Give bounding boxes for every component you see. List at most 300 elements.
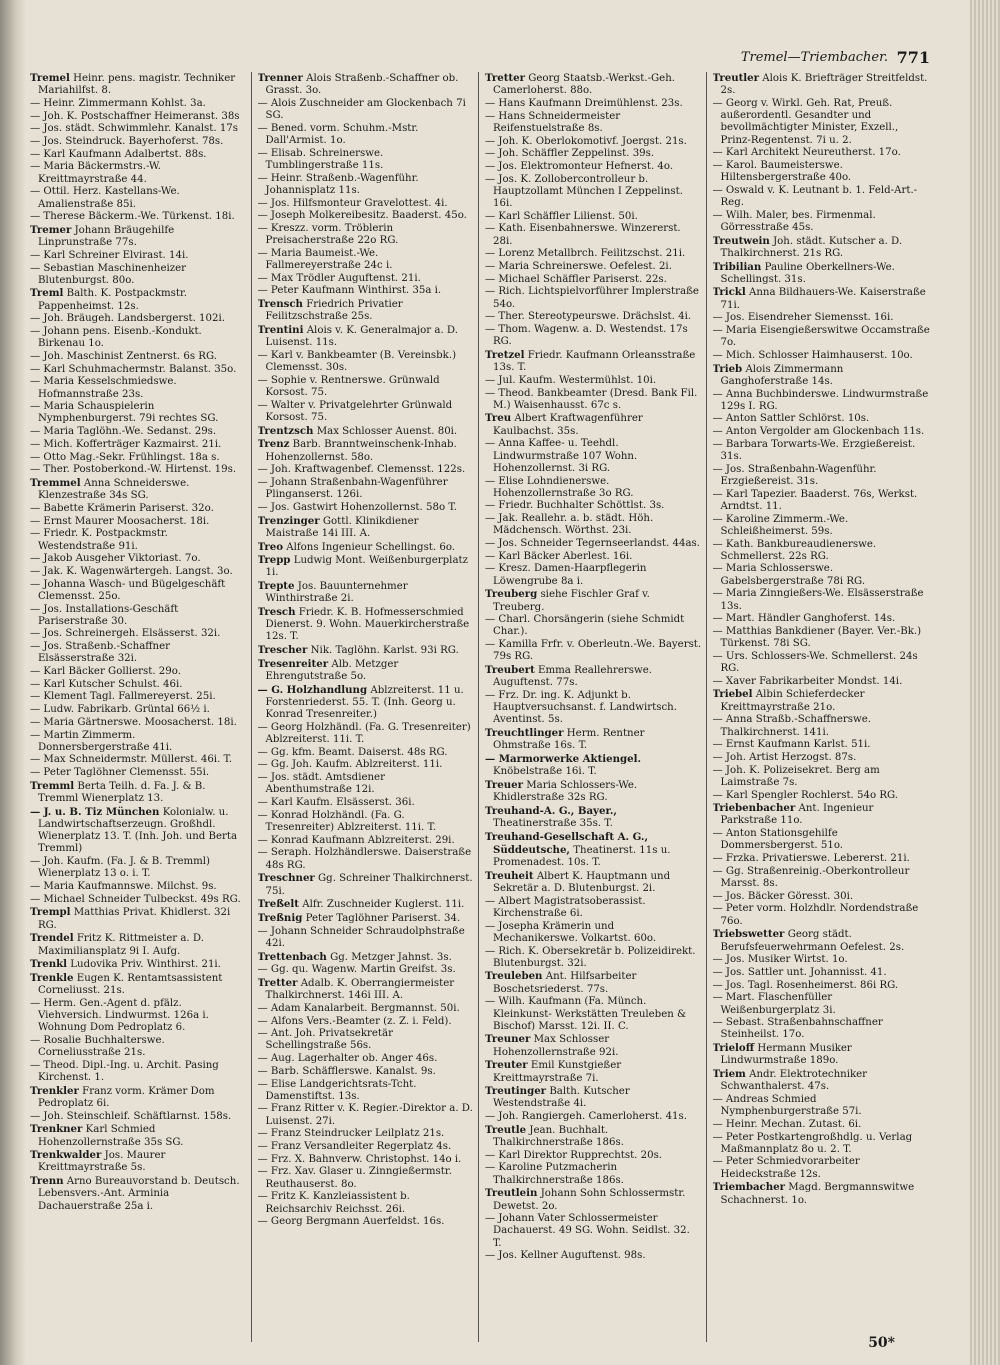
- directory-entry: [30, 767, 247, 779]
- entry-details: — Mart. Flaschenfüller Weißenburgerplatz 3i.: [712, 992, 836, 1016]
- directory-entry: [258, 273, 475, 285]
- directory-entry: [30, 730, 247, 754]
- entry-details: Maria Schlossers-We. Khidlerstraße 32s RG.: [493, 779, 638, 804]
- entry-details: Knöbelstraße 16i. T.: [493, 766, 597, 778]
- directory-entry: [713, 1181, 931, 1206]
- directory-entry: [258, 835, 475, 847]
- entry-surname: Treutler: [712, 72, 760, 84]
- entry-surname: Tretzel: [485, 348, 525, 361]
- entry-details: Hermann Musiker Lindwurmstraße 189o.: [720, 1043, 852, 1067]
- entry-details: — Friedr. K. Postpackmstr. Westendstraße 91i.: [30, 528, 168, 552]
- directory-entry: [485, 211, 702, 223]
- entry-details: — Ther. Postoberkond.-W. Hirtenst. 19s.: [30, 464, 237, 476]
- entry-details: — Charl. Chorsängerin (siehe Schmidt Char.).: [485, 614, 685, 638]
- directory-entry: [30, 1035, 247, 1059]
- entry-details: — Franz Ritter v. K. Regier.-Direktor a. D. Luisenst. 27i.: [257, 1103, 473, 1127]
- entry-surname: Treuer: [485, 778, 523, 791]
- entry-details: — Josepha Krämerin und Mechanikerswe. Volkartst. 60o.: [485, 920, 657, 944]
- entry-details: — Albert Magistratsoberassist. Kirchenstraße 6i.: [485, 895, 646, 919]
- directory-entry: [30, 351, 247, 363]
- directory-entry: [258, 606, 475, 644]
- entry-details: Alfons Ingenieur Schellingst. 6o.: [286, 541, 456, 553]
- entry-details: — Babette Krämerin Pariserst. 32o.: [30, 502, 214, 514]
- directory-entry: [713, 464, 931, 488]
- entry-details: — Thom. Wagenw. a. D. Westendst. 17s RG.: [485, 324, 688, 348]
- entry-details: — Sebast. Straßenbahnschaffner Steinheilst. 17o.: [712, 1017, 883, 1041]
- entry-surname: Treml: [30, 287, 64, 300]
- entry-details: Theatinerst. 11s u. Promenadest. 10s. T.: [493, 844, 671, 869]
- directory-entry: [258, 722, 475, 746]
- directory-entry: [258, 123, 475, 147]
- directory-entry: [30, 628, 247, 640]
- directory-entry: [30, 754, 247, 766]
- entry-details: — Karl Architekt Neureutherst. 17o.: [712, 147, 901, 159]
- entry-details: — Karl Kutscher Schulst. 46i.: [30, 678, 183, 690]
- entry-details: — Kamilla Frfr. v. Oberleutn.-We. Bayerst. 79s RG.: [485, 639, 702, 663]
- directory-entry: [30, 894, 247, 906]
- entry-details: siehe Fischler Graf v. Treuberg.: [493, 589, 650, 613]
- entry-details: Emma Reallehrerswe. Auguftenst. 77s.: [493, 665, 652, 689]
- directory-entry: [713, 992, 931, 1016]
- entry-details: — Jak. Reallehr. a. b. städt. Höh. Mädchensch. Wörthst. 23i.: [485, 513, 654, 537]
- directory-entry: [713, 676, 931, 688]
- directory-entry: [713, 185, 931, 209]
- directory-entry: [30, 579, 247, 603]
- entry-details: Gottl. Klinikdiener Maistraße 14i III. A.: [265, 515, 419, 539]
- entry-details: — Franz Steindrucker Leilplatz 21s.: [257, 1128, 445, 1140]
- directory-entry: [30, 780, 247, 805]
- directory-entry: [258, 926, 475, 950]
- entry-details: Jos. Maurer Kreittmayrstraße 5s.: [38, 1150, 166, 1174]
- entry-details: Albert Kraftwagenführer Kaulbachst. 35s.: [493, 413, 643, 437]
- entry-details: Matthias Privat. Khidlerst. 32i RG.: [38, 907, 231, 931]
- directory-entry: [30, 528, 247, 552]
- directory-entry: [485, 1124, 702, 1149]
- directory-entry: [713, 413, 931, 425]
- directory-entry: [30, 364, 247, 376]
- entry-details: — Georg Bergmann Auerfeldst. 16s.: [257, 1216, 445, 1228]
- entry-details: — Joh. Bräugeh. Landsbergerst. 102i.: [30, 313, 225, 325]
- entry-details: Peter Taglöhner Pariserst. 34.: [305, 912, 461, 924]
- entry-details: Heinr. pens. magistr. Techniker Mariahilfst. 8.: [38, 73, 236, 97]
- directory-entry: [258, 98, 475, 122]
- directory-entry: [30, 704, 247, 716]
- entry-surname: Trempl: [30, 906, 71, 919]
- entry-details: — Wilh. Kaufmann (Fa. Münch. Kleinkunst- Werkstätten Treuleben & Bischof) Marsst. 12i. II. C.: [485, 996, 687, 1032]
- entry-details: — Maria Eisengießerswitwe Occamstraße 7o.: [712, 325, 930, 349]
- entry-details: — Peter Taglöhner Clemensst. 55i.: [30, 767, 210, 779]
- directory-entry: [485, 1059, 702, 1084]
- directory-entry: [258, 198, 475, 210]
- directory-entry: [713, 790, 931, 802]
- entry-details: — Rosalie Buchhalterswe. Corneliusstraße 21s.: [30, 1034, 165, 1059]
- directory-entry: [258, 425, 475, 438]
- entry-details: — Karl Schuhmachermstr. Balanst. 35o.: [30, 363, 237, 375]
- entry-details: Johann Bräugehilfe Linprunstraße 77s.: [38, 224, 175, 249]
- directory-entry: [485, 563, 702, 587]
- entry-details: — Karoline Zimmerm.-We. Schleißheimerst. 59s.: [712, 513, 849, 537]
- entry-details: — Jos. Steindruck. Bayerhoferst. 78s.: [30, 136, 224, 148]
- entry-surname: Treu: [485, 412, 512, 425]
- entry-details: — Xaver Fabrikarbeiter Mondst. 14i.: [712, 675, 903, 687]
- entry-surname: Tretter: [257, 976, 298, 989]
- directory-entry: [30, 1111, 247, 1123]
- directory-entry: [258, 977, 475, 1002]
- directory-entry: [30, 932, 247, 957]
- directory-entry: [30, 958, 247, 971]
- directory-entry: [485, 753, 702, 778]
- entry-details: Alois Zimmermann Ganghoferstraße 14s.: [720, 363, 844, 387]
- entry-surname: Trentini: [257, 324, 304, 337]
- directory-entry: [258, 1053, 475, 1065]
- entry-surname: Trettenbach: [257, 950, 327, 963]
- entry-details: — Ther. Stereotypeurswe. Drächslst. 4i.: [485, 311, 692, 323]
- directory-entry: [713, 802, 931, 827]
- entry-details: — Heinr. Straßenb.-Wagenführ. Johannisplatz 11s.: [257, 172, 419, 196]
- entry-surname: Treschner: [257, 872, 315, 885]
- directory-entry: [258, 298, 475, 323]
- directory-entry: [258, 375, 475, 399]
- directory-entry: [30, 464, 247, 476]
- directory-entry: [485, 72, 702, 97]
- directory-entry: [30, 1085, 247, 1110]
- entry-details: — Joseph Molkereibesitz. Baaderst. 45o.: [257, 210, 467, 222]
- directory-entry: [713, 235, 931, 260]
- directory-entry: [485, 664, 702, 689]
- entry-surname: Treuheit: [485, 869, 534, 882]
- entry-details: — Joh. Artist Herzogst. 87s.: [712, 751, 857, 763]
- entry-surname: Treutle: [485, 1123, 527, 1136]
- entry-details: — Seraph. Holzhändlerswe. Daiserstraße 48s RG.: [257, 847, 472, 871]
- entry-surname: Trepp: [257, 554, 291, 567]
- entry-details: — Maria Zinngießers-We. Elsässerstraße 13s.: [712, 588, 924, 612]
- entry-details: — Joh. K. Polizeisekret. Berg am Laimstraße 7s.: [712, 764, 880, 788]
- entry-details: — Anton Sattler Schlörst. 10s.: [712, 413, 870, 425]
- entry-details: — Walter v. Privatgelehrter Grünwald Korsost. 75.: [257, 399, 453, 423]
- entry-surname: Tresch: [257, 606, 296, 619]
- entry-details: — Gg. kfm. Beamt. Daiserst. 48s RG.: [257, 746, 448, 758]
- directory-entry: [258, 1154, 475, 1166]
- entry-details: Fritz K. Rittmeister a. D. Maximiliansplatz 9i I. Aufg.: [38, 933, 204, 957]
- directory-entry: [258, 1191, 475, 1215]
- directory-entry: [713, 765, 931, 789]
- directory-entry: [258, 772, 475, 796]
- entry-details: Friedr. Kaufmann Orleansstraße 13s. T.: [493, 349, 696, 374]
- entry-details: — Johann pens. Eisenb.-Kondukt. Birkenau 1o.: [30, 326, 202, 350]
- directory-entry: [713, 1042, 931, 1067]
- directory-entry: [485, 1250, 702, 1262]
- directory-entry: [485, 161, 702, 173]
- entry-details: — Ernst Kaufmann Karlst. 51i.: [712, 739, 871, 751]
- entry-surname: Treo: [257, 540, 283, 553]
- directory-entry: [30, 641, 247, 665]
- directory-entry: [713, 928, 931, 953]
- directory-entry: [30, 224, 247, 249]
- entry-details: Andr. Elektrotechniker Schwanthalerst. 47s.: [720, 1069, 868, 1093]
- directory-entry: [30, 250, 247, 262]
- entry-details: Albin Schieferdecker Kreittmayrstraße 21o.: [720, 689, 865, 713]
- entry-surname: Tremel: [30, 72, 70, 84]
- directory-entry: [258, 964, 475, 976]
- entry-surname: Trieb: [712, 362, 743, 375]
- directory-entry: [30, 123, 247, 135]
- entry-surname: Triebel: [712, 688, 753, 701]
- entry-details: Max Schlosser Auenst. 80i.: [316, 425, 458, 437]
- directory-entry: [258, 223, 475, 247]
- entry-details: Kolonialw. u. Landwirtschaftserzeugn. Großhdl. Wienerplatz 13. T. (Inh. Joh. und Berta Tremml): [38, 806, 238, 855]
- directory-entry: [713, 828, 931, 852]
- entry-details: Arno Bureauvorstand b. Deutsch. Lebensvers.-Ant. Arminia Dachauerstraße 25a i.: [38, 1176, 240, 1212]
- entry-details: — Peter Postkartengroßhdlg. u. Verlag Maßmannplatz 8o u. 2. T.: [712, 1131, 913, 1155]
- entry-details: — Karl Bäcker Aberlest. 16i.: [485, 550, 633, 562]
- entry-details: — Therese Bäckerm.-We. Türkenst. 18i.: [30, 211, 235, 223]
- entry-details: Anna Schneiderswe. Klenzestraße 34s SG.: [38, 478, 190, 502]
- entry-details: — Jos. Kellner Auguftenst. 98s.: [485, 1250, 646, 1262]
- entry-details: — Anna Straßb.-Schaffnerswe. Thalkirchnerst. 141i.: [712, 714, 871, 738]
- directory-entry: [30, 186, 247, 210]
- entry-surname: Tremmel: [30, 477, 81, 489]
- directory-entry: [485, 779, 702, 804]
- directory-entry: [713, 1119, 931, 1131]
- directory-entry: [258, 173, 475, 197]
- entry-details: — Karl v. Bankbeamter (B. Vereinsbk.) Clemensst. 30s.: [257, 349, 457, 374]
- entry-details: — Alfons Vers.-Beamter (z. Z. i. Feld).: [257, 1015, 452, 1027]
- entry-details: — Joh. Maschinist Zentnerst. 6s RG.: [30, 350, 217, 362]
- entry-surname: Trieloff: [712, 1042, 755, 1055]
- entry-details: — Jos. Elektromonteur Hefnerst. 4o.: [485, 160, 674, 172]
- directory-entry: [713, 1068, 931, 1093]
- entry-details: — Bened. vorm. Schuhm.-Mstr. Dall'Armist. 1o.: [257, 122, 419, 147]
- directory-entry: [258, 72, 475, 97]
- entry-details: — Maria Baumeist.-We. Fallmereyerstraße 24c i.: [257, 247, 393, 272]
- entry-details: Friedrich Privatier Feilitzschstraße 25s.: [265, 299, 403, 323]
- entry-details: — Mart. Händler Ganghoferst. 14s.: [712, 613, 896, 625]
- entry-details: — Karl Spengler Rochlerst. 54o RG.: [712, 789, 899, 801]
- entry-details: Gg. Schreiner Thalkirchnerst. 75i.: [265, 873, 473, 897]
- entry-details: — Maria Kaufmannswe. Milchst. 9s.: [30, 881, 217, 892]
- entry-surname: Treuhand-Gesellschaft A. G., Süddeutsche,: [485, 830, 649, 856]
- entry-details: — Joh. K. Oberlokomotivf. Joergst. 21s.: [485, 135, 687, 147]
- directory-entry: [485, 805, 702, 830]
- directory-entry: [258, 1141, 475, 1153]
- directory-entry: [713, 588, 931, 612]
- directory-entry: [485, 614, 702, 638]
- directory-entry: [713, 714, 931, 738]
- entry-details: — Michael Schneider Tulbeckst. 49s RG.: [30, 893, 241, 905]
- directory-entry: [713, 651, 931, 675]
- directory-entry: [258, 1079, 475, 1103]
- entry-details: — Karl Schäffler Lilienst. 50i.: [485, 210, 638, 222]
- entry-details: — Anton Vergolder am Glockenbach 11s.: [712, 426, 925, 438]
- directory-entry: [485, 1213, 702, 1250]
- directory-entry: [258, 658, 475, 683]
- directory-entry: [713, 613, 931, 625]
- entry-details: — Jos. Straßenb.-Schaffner Elsässerstraße 32i.: [30, 641, 170, 665]
- directory-entry: [485, 111, 702, 135]
- directory-entry: [485, 438, 702, 475]
- directory-entry: [485, 727, 702, 752]
- directory-entry: [713, 312, 931, 324]
- directory-entry: [258, 464, 475, 476]
- directory-entry: [30, 972, 247, 997]
- directory-entry: [485, 476, 702, 500]
- entry-surname: Treubert: [485, 664, 535, 677]
- directory-entry: [485, 538, 702, 550]
- entry-details: — Jul. Kaufm. Westermühlst. 10i.: [485, 374, 657, 386]
- entry-details: Balth. K. Postpackmstr. Pappenheimst. 12s.: [38, 288, 187, 312]
- entry-details: — Georg v. Wirkl. Geh. Rat, Preuß. außerordentl. Gesandter und bevollmächtigter Minister, Exzell., Prinz-Regentenst. 7i u. 2.: [712, 97, 899, 146]
- entry-details: — Jos. städt. Amtsdiener Abenthumstraße 12i.: [257, 772, 385, 796]
- directory-entry: [258, 210, 475, 222]
- entry-details: Barb. Branntweinschenk-Inhab. Hohenzollernst. 58o.: [265, 439, 457, 463]
- entry-details: — Gg. Straßenreinig.-Oberkontrolleur Marsst. 8s.: [712, 865, 910, 889]
- directory-entry: [258, 1166, 475, 1190]
- directory-entry: [258, 810, 475, 834]
- directory-entry: [258, 248, 475, 272]
- entry-details: Jean. Buchhalt. Thalkirchnerstraße 186s.: [493, 1124, 624, 1149]
- directory-entry: [485, 639, 702, 663]
- entry-details: — Kath. Eisenbahnerswe. Winzererst. 28i.: [485, 223, 681, 247]
- entry-details: — Theod. Dipl.-Ing. u. Archit. Pasing Kirchenst. 1.: [30, 1059, 219, 1084]
- directory-entry: [713, 325, 931, 349]
- entry-details: — Elise Landgerichtsrats-Tcht. Damenstiftst. 13s.: [257, 1078, 417, 1102]
- entry-details: — Gg. Joh. Kaufm. Ablzreiterst. 11i.: [257, 759, 443, 771]
- entry-surname: Tribilian: [712, 260, 762, 273]
- directory-entry: [258, 951, 475, 964]
- entry-surname: Tresenreiter: [257, 657, 329, 670]
- entry-details: — Ernst Maurer Moosacherst. 18i.: [30, 515, 210, 527]
- directory-entry: [713, 1017, 931, 1041]
- entry-surname: — J. u. B. Tiz München: [30, 805, 160, 818]
- directory-entry: [713, 426, 931, 438]
- directory-entry: [258, 1128, 475, 1140]
- directory-entry: [30, 998, 247, 1035]
- entry-surname: Treuter: [485, 1059, 528, 1072]
- entry-details: — Sebastian Maschinenheizer Blutenburgst. 80o.: [30, 262, 187, 286]
- entry-details: Eugen K. Rentamtsassistent Corneliusst. 21s.: [38, 972, 223, 997]
- entry-details: — Frz. Xav. Glaser u. Zinngießermstr. Reuthauserst. 8o.: [257, 1166, 452, 1190]
- directory-entry: [30, 806, 247, 856]
- directory-entry: [485, 946, 702, 970]
- entry-details: — Jos. Installations-Geschäft Pariserstraße 30.: [30, 603, 179, 627]
- entry-surname: Triebenbacher: [712, 802, 796, 815]
- running-header: Tremel—Triembacher.: [740, 50, 888, 65]
- entry-details: — Georg Holzhändl. (Fa. G. Tresenreiter) Ablzreiterst. 11i. T.: [257, 721, 471, 746]
- entry-details: — Sophie v. Rentnerswe. Grünwald Korsost. 75.: [257, 374, 440, 399]
- directory-entry: [258, 912, 475, 925]
- entry-details: — Karl Schreiner Elvirast. 14i.: [30, 249, 189, 261]
- entry-details: — Heinr. Zimmermann Kohlst. 3a.: [30, 97, 206, 109]
- directory-entry: [30, 263, 247, 287]
- entry-details: — Franz Versandleiter Regerplatz 4s.: [257, 1141, 452, 1153]
- entry-details: — Rich. K. Obersekretär b. Polizeidirekt. Blutenburgst. 32i.: [485, 945, 696, 969]
- entry-surname: Triem: [712, 1068, 746, 1081]
- entry-surname: Treuleben: [485, 970, 543, 983]
- directory-entry: [713, 439, 931, 463]
- entry-details: — Oswald v. K. Leutnant b. 1. Feld-Art.-Reg.: [712, 184, 918, 209]
- entry-details: — Johann Schneider Schraudolphstraße 42i.: [257, 925, 465, 949]
- entry-details: Alois v. K. Generalmajor a. D. Luisenst. 11s.: [265, 325, 458, 349]
- entry-details: — Theod. Bankbeamter (Dresd. Bank Fil. M.) Waisenhausst. 67c s.: [485, 387, 698, 411]
- directory-entry: [713, 866, 931, 890]
- entry-surname: Trenz: [257, 438, 290, 451]
- entry-details: — Joh. Kaufm. (Fa. J. & B. Tremml) Wienerplatz 13 o. i. T.: [30, 856, 211, 880]
- directory-entry: [258, 1028, 475, 1052]
- directory-entry: [485, 136, 702, 148]
- entry-details: Alois Straßenb.-Schaffner ob. Grasst. 3o.: [265, 73, 459, 97]
- entry-details: Jos. Bauunternehmer Winthirstraße 2i.: [265, 581, 408, 605]
- directory-entry: [485, 412, 702, 437]
- directory-entry: [30, 553, 247, 565]
- directory-entry: [485, 311, 702, 323]
- directory-entry: [258, 847, 475, 871]
- entry-details: — Fritz K. Kanzleiassistent b. Reichsarchiv Reichsst. 26i.: [257, 1191, 410, 1215]
- directory-entry: [485, 98, 702, 110]
- directory-entry: [485, 896, 702, 920]
- directory-entry: [30, 439, 247, 451]
- entry-details: — Jos. Bäcker Göresst. 30i.: [712, 890, 854, 902]
- directory-entry: [258, 477, 475, 501]
- directory-entry: [30, 1060, 247, 1084]
- entry-surname: Tretter: [485, 72, 525, 84]
- directory-entry: [485, 1162, 702, 1186]
- entry-details: — Joh. Rangiergeh. Camerloherst. 41s.: [485, 1111, 687, 1123]
- entry-details: — Karl Direktor Rupprechtst. 20s.: [485, 1149, 663, 1161]
- entry-details: Georg städt. Berufsfeuerwehrmann Oefelest. 2s.: [720, 929, 905, 953]
- entry-details: Pauline Oberkellners-We. Schellingst. 31s.: [720, 261, 895, 285]
- entry-surname: Trenkner: [30, 1123, 83, 1136]
- directory-entry: [485, 870, 702, 895]
- entry-details: — Barbara Torwarts-We. Erzgießereist. 31s.: [712, 438, 916, 463]
- directory-entry: [30, 98, 247, 110]
- entry-details: — Heinr. Mechan. Zutast. 6i.: [712, 1118, 862, 1130]
- directory-entry: [258, 400, 475, 424]
- entry-details: Friedr. K. B. Hofmesserschmied Dienerst. 9. Wohn. Mauerkircherstraße 12s. T.: [265, 607, 470, 643]
- entry-details: — Konrad Kaufmann Ablzreiterst. 29i.: [257, 834, 455, 846]
- entry-surname: Treutinger: [485, 1085, 547, 1098]
- directory-entry: [713, 261, 931, 286]
- directory-entry: [258, 324, 475, 349]
- entry-details: — Mich. Kofferträger Kazmairst. 21i.: [30, 438, 222, 450]
- entry-details: Anna Bildhauers-We. Kaiserstraße 71i.: [720, 287, 926, 311]
- directory-entry: [30, 287, 247, 312]
- directory-entry: [258, 285, 475, 297]
- entry-details: — Frz. X. Bahnverw. Christophst. 14o i.: [257, 1153, 462, 1165]
- entry-details: — Jak. K. Wagenwärtergeh. Langst. 3o.: [30, 565, 233, 577]
- directory-entry: [30, 717, 247, 729]
- entry-details: — Matthias Bankdiener (Bayer. Ver.-Bk.) Türkenst. 78i SG.: [712, 625, 922, 650]
- directory-entry: [485, 513, 702, 537]
- directory-entry: [713, 350, 931, 362]
- entry-details: Emil Kunstgießer Kreittmayrstraße 7i.: [493, 1060, 622, 1084]
- entry-details: — Kath. Bankbureaudienerswe. Schmellerst. 22s RG.: [712, 538, 877, 562]
- directory-entry: [485, 500, 702, 512]
- entry-details: Alb. Metzger Ehrengutstraße 5o.: [265, 658, 399, 683]
- entry-details: Ant. Ingenieur Parkstraße 11o.: [720, 803, 874, 827]
- directory-entry: [485, 1187, 702, 1212]
- directory-entry: [713, 72, 931, 97]
- entry-details: — Hans Kaufmann Dreimühlenst. 23s.: [485, 97, 683, 109]
- entry-details: — Karol. Baumeisterswe. Hiltensbergerstraße 40o.: [712, 159, 852, 184]
- directory-entry: [30, 1123, 247, 1148]
- directory-entry: [30, 326, 247, 350]
- directory-entry: [713, 210, 931, 234]
- directory-entry: [30, 401, 247, 425]
- directory-entry: [485, 831, 702, 870]
- entry-surname: Tremer: [30, 223, 72, 236]
- directory-entry: [713, 147, 931, 159]
- directory-entry: [485, 286, 702, 310]
